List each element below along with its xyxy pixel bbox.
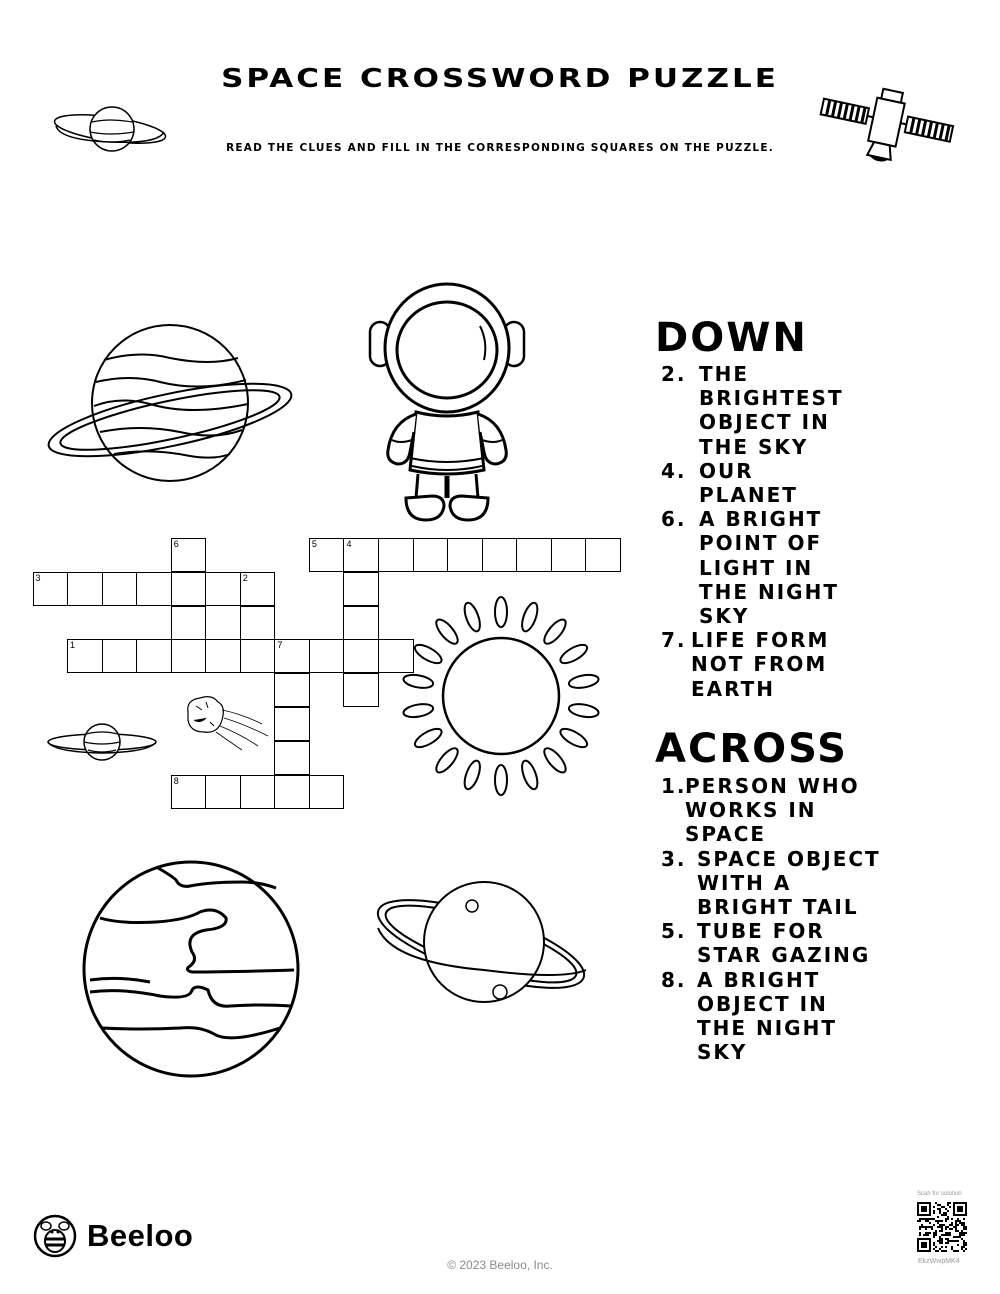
crossword-cell[interactable] [171, 538, 207, 572]
cell-number: 8 [173, 775, 179, 786]
clue-text: THE BRIGHTEST OBJECT IN THE SKY [699, 362, 844, 459]
crossword-cell[interactable] [205, 775, 241, 809]
crossword-cell[interactable] [171, 606, 207, 640]
crossword-cell[interactable] [516, 538, 552, 572]
crossword-cell[interactable] [102, 639, 138, 673]
crossword-cell[interactable] [171, 572, 207, 606]
cell-number: 2 [242, 572, 248, 583]
down-clue [661, 459, 891, 507]
crossword-cell[interactable] [67, 572, 103, 606]
cell-number: 4 [346, 539, 352, 549]
clue-text: TUBE FOR STAR GAZING [697, 919, 871, 968]
crossword-cell[interactable] [309, 775, 345, 809]
crossword-cell[interactable] [309, 639, 345, 673]
across-clue-list [661, 774, 897, 1064]
down-clue [661, 628, 891, 701]
crossword-cell[interactable] [413, 538, 449, 572]
brand-logo[interactable] [33, 1214, 193, 1258]
crossword-cell[interactable] [136, 639, 172, 673]
crossword-cell[interactable] [240, 639, 276, 673]
crossword-cell[interactable] [274, 775, 310, 809]
planet-icon [50, 102, 170, 158]
qr-caption: Scan for solution [917, 1191, 962, 1197]
clue-text: LIFE FORM NOT FROM EARTH [691, 628, 830, 701]
crossword-cell[interactable] [67, 639, 103, 673]
across-clue [661, 847, 897, 920]
clue-text: A BRIGHT OBJECT IN THE NIGHT SKY [697, 967, 837, 1065]
crossword-cell[interactable] [447, 538, 483, 572]
crossword-cell[interactable] [240, 606, 276, 640]
across-clue [661, 968, 897, 1065]
crossword-cell[interactable] [274, 673, 310, 707]
qr-code-label: EkzWwpMK4 [918, 1258, 960, 1265]
crossword-cell[interactable] [309, 538, 345, 572]
crossword-cell[interactable] [482, 538, 518, 572]
down-clue [661, 507, 891, 628]
crossword-cell[interactable] [240, 775, 276, 809]
bee-logo-icon [33, 1214, 77, 1258]
cell-number: 6 [173, 539, 179, 549]
crossword-cell[interactable] [378, 639, 414, 673]
crossword-cell[interactable] [274, 639, 310, 673]
crossword-cell[interactable] [171, 775, 207, 809]
crossword-cell[interactable] [33, 572, 69, 606]
cell-number: 3 [35, 572, 41, 583]
qr-code-icon[interactable] [917, 1202, 969, 1254]
cell-number: 5 [311, 539, 317, 549]
clue-text: SPACE OBJECT WITH A BRIGHT TAIL [697, 846, 881, 920]
clue-number: 6. [661, 507, 687, 532]
crossword-cell[interactable] [102, 572, 138, 606]
clue-number: 3. [661, 846, 687, 871]
crossword-cell[interactable] [274, 741, 310, 775]
page-title: SPACE CROSSWORD PUZZLE [221, 64, 779, 94]
crossword-cell[interactable] [585, 538, 621, 572]
cell-number: 7 [277, 640, 283, 651]
crossword-cell[interactable] [343, 639, 379, 673]
across-clue [661, 919, 897, 967]
clue-text: OUR PLANET [699, 458, 798, 508]
crossword-cell[interactable] [343, 673, 379, 707]
crossword-cell[interactable] [205, 639, 241, 673]
crossword-cell[interactable] [343, 572, 379, 606]
clue-text: A BRIGHT POINT OF LIGHT IN THE NIGHT SKY [699, 507, 839, 629]
astronaut-icon [362, 282, 532, 526]
crossword-cell[interactable] [240, 572, 276, 606]
clue-number: 8. [661, 967, 687, 992]
clue-number: 1. [661, 774, 687, 798]
crossword-cell[interactable] [274, 707, 310, 741]
clue-number: 5. [661, 919, 687, 944]
down-heading: DOWN [655, 315, 808, 361]
copyright: © 2023 Beeloo, Inc. [447, 1258, 553, 1272]
clue-text: PERSON WHO WORKS IN SPACE [685, 774, 860, 847]
crossword-cell[interactable] [343, 538, 379, 572]
crossword-cell[interactable] [205, 572, 241, 606]
down-clue [661, 362, 891, 459]
crossword-cell[interactable] [171, 639, 207, 673]
satellite-icon [815, 86, 955, 172]
down-clue-list [661, 362, 891, 701]
crossword-cell[interactable] [378, 538, 414, 572]
across-clue [661, 774, 897, 847]
brand-name: Beeloo [87, 1218, 194, 1253]
clue-number: 4. [661, 458, 687, 483]
planet-icon [372, 862, 590, 1020]
asteroid-icon [182, 692, 274, 756]
instructions: READ THE CLUES AND FILL IN THE CORRESPONDING SQUARES ON THE PUZZLE. [226, 142, 774, 154]
crossword-cell[interactable] [551, 538, 587, 572]
clue-number: 7. [661, 628, 687, 653]
planet-icon [44, 718, 160, 766]
sun-icon [395, 590, 607, 802]
crossword-cell[interactable] [136, 572, 172, 606]
across-heading: ACROSS [655, 726, 848, 772]
crossword-cell[interactable] [343, 606, 379, 640]
clue-number: 2. [661, 362, 687, 386]
cell-number: 1 [70, 640, 76, 651]
planet-icon [80, 858, 302, 1080]
planet-icon [40, 320, 300, 490]
